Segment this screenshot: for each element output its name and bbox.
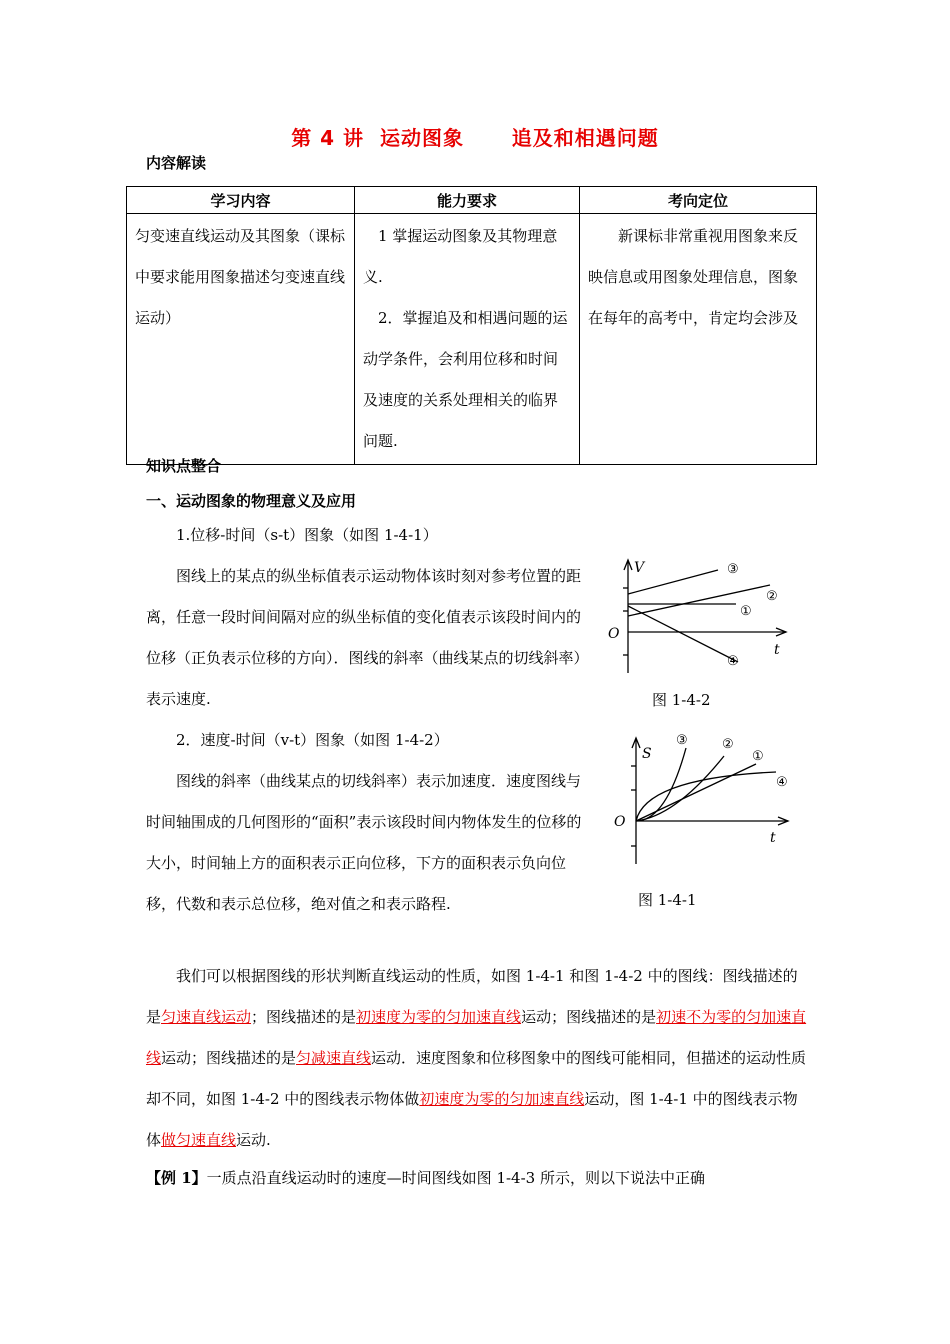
example-1 <box>146 1158 810 1199</box>
requirements-table <box>126 186 817 465</box>
text-span: 运动，图 1-4-1 中的图线表示物体 <box>146 1090 798 1149</box>
table-header-content: 学习内容 <box>127 187 355 214</box>
text-span: 运动；图线描述的是 <box>521 1008 657 1026</box>
example-body: 一质点沿直线运动时的速度—时间图线如图 1-4-3 所示，则以下说法中正确 <box>206 1169 705 1187</box>
st-line-1 <box>636 764 756 821</box>
vt-label-3: ③ <box>727 562 739 577</box>
answer-zero-initial-accel: 初速度为零的匀加速直线 <box>356 1008 522 1026</box>
st-x-label: t <box>770 830 776 846</box>
st-label-4: ④ <box>776 775 788 790</box>
table-header-orientation: 考向定位 <box>580 187 817 214</box>
vt-label-1: ① <box>740 604 752 619</box>
st-graph-body: 图线上的某点的纵坐标值表示运动物体该时刻对参考位置的距离，任意一段时间间隔对应的纵坐标值的变化值表示该段时间内的位移（正负表示位移的方向）．图线的斜率（曲线某点的切线斜率）表示速度. <box>146 567 589 708</box>
answer-uniform-motion: 匀速直线运动 <box>161 1008 252 1026</box>
section-heading-knowledge: 知识点整合 <box>146 457 222 475</box>
vt-figure-caption: 图 1-4-2 <box>652 691 711 709</box>
st-label-2: ② <box>722 737 734 752</box>
text-span: 我们可以根据图线的形状判断直线运动的性质，如图 1-4-1 和图 1-4-2 中的图线：图线描述的是 <box>146 967 798 1026</box>
st-label-3: ③ <box>676 733 688 748</box>
vt-figure <box>600 548 800 688</box>
text-span: 运动．速度图象和位移图象中的图线可能相同，但描述的运动性质却不同，如图 1-4-2 中的图线表示物体做 <box>146 1049 807 1108</box>
table-header-ability: 能力要求 <box>355 187 580 214</box>
answer-decel: 匀减速直线 <box>296 1049 372 1067</box>
table-cell-ability <box>355 214 580 465</box>
vt-graph-body: 图线的斜率（曲线某点的切线斜率）表示加速度．速度图线与时间轴围成的几何图形的“面积”表示该段时间内物体发生的位移的大小，时间轴上方的面积表示正向位移，下方的面积表示负向位移，代数和表示总位移，绝对值之和表示路程. <box>146 772 582 913</box>
text-span: 运动；图线描述的是 <box>161 1049 297 1067</box>
text-span: 运动. <box>236 1131 271 1149</box>
example-label: 【例 1】 <box>146 1169 207 1187</box>
st-curve-4 <box>636 772 776 821</box>
answer-zero-initial-accel-2: 初速度为零的匀加速直线 <box>419 1090 585 1108</box>
section-heading-content: 内容解读 <box>146 154 207 172</box>
vt-label-4: ④ <box>727 654 739 669</box>
st-y-label: S <box>642 746 652 762</box>
ability-item-1: 1 掌握运动图象及其物理意义. <box>363 227 558 286</box>
ability-item-2: 2．掌握追及和相遇问题的运动学条件，会利用位移和时间及速度的关系处理相关的临界问题. <box>363 309 568 450</box>
answer-uniform-motion-2: 做匀速直线 <box>161 1131 237 1149</box>
table-cell-content: 匀变速直线运动及其图象（课标中要求能用图象描述匀变速直线运动） <box>127 214 355 465</box>
st-figure <box>604 726 804 876</box>
vt-line-4 <box>628 606 738 662</box>
table-cell-orientation: 新课标非常重视用图象来反映信息或用图象处理信息，图象在每年的高考中，肯定均会涉及 <box>580 214 817 465</box>
vt-x-label: t <box>774 642 780 658</box>
st-figure-caption: 图 1-4-1 <box>638 891 697 909</box>
st-label-1: ① <box>752 749 764 764</box>
vt-y-label: V <box>634 560 645 576</box>
text-span: ；图线描述的是 <box>251 1008 357 1026</box>
vt-origin-label: O <box>608 626 620 642</box>
answer-nonzero-initial-accel: 初速不为零的匀加速直线 <box>146 1008 807 1067</box>
vt-label-2: ② <box>766 589 778 604</box>
st-origin-label: O <box>614 814 626 830</box>
graph-judgement-paragraph <box>146 956 808 1161</box>
section-heading-part1: 一、运动图象的物理意义及应用 <box>146 492 357 510</box>
page-title: 第 4 讲 运动图象 追及和相遇问题 <box>291 126 659 150</box>
vt-graph-title: 2．速度-时间（v-t）图象（如图 1-4-2） <box>176 731 449 749</box>
st-graph-title: 1.位移-时间（s-t）图象（如图 1-4-1） <box>176 526 438 544</box>
